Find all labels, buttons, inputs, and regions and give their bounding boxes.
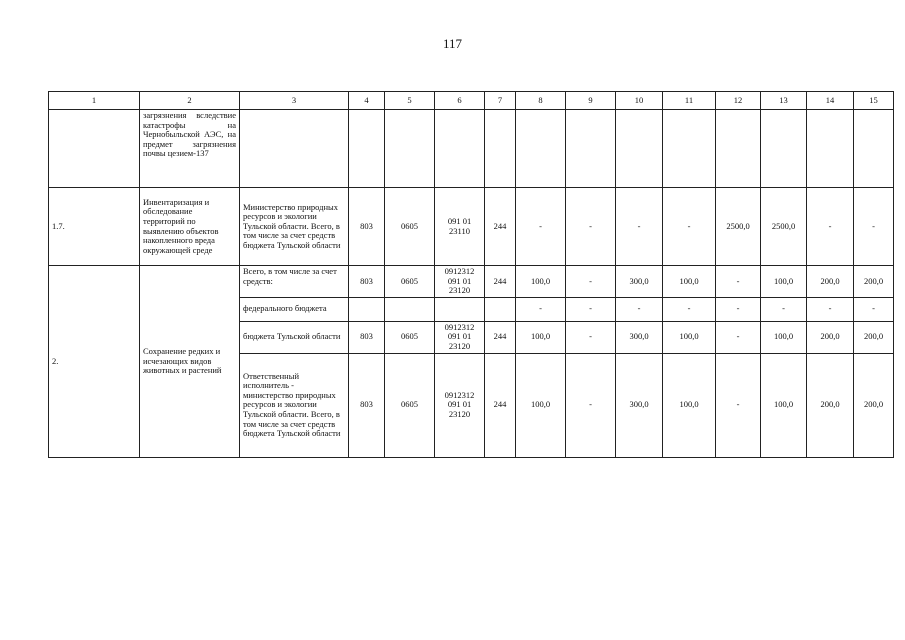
funding-source: Всего, в том числе за счет средств: (240, 266, 349, 298)
measure-name: Инвентаризация и обследование территорий по выявлению объектов накопленного вреда окружающей среде (140, 188, 240, 266)
cell-c9: - (566, 353, 616, 457)
header-cell: 2 (140, 92, 240, 110)
cell-c6 (435, 297, 485, 321)
table-row-2-total (49, 266, 894, 298)
cell-c15: - (854, 297, 894, 321)
measure-name: Сохранение редких и исчезающих видов животных и растений (140, 266, 240, 458)
header-cell: 14 (807, 92, 854, 110)
cell-c7: 244 (485, 266, 516, 298)
cell-c9: - (566, 297, 616, 321)
cell-c10: - (616, 188, 663, 266)
cell-c10: - (616, 297, 663, 321)
cell-c13: 100,0 (761, 321, 807, 353)
cell-c4: 803 (349, 353, 385, 457)
cell-c13: 100,0 (761, 266, 807, 298)
header-cell: 1 (49, 92, 140, 110)
header-cell: 11 (663, 92, 716, 110)
cell-c12: 2500,0 (716, 188, 761, 266)
cell-c15: 200,0 (854, 266, 894, 298)
cell-c11: 100,0 (663, 266, 716, 298)
cell-c8: 100,0 (516, 353, 566, 457)
cell-c8: - (516, 297, 566, 321)
header-cell: 10 (616, 92, 663, 110)
header-cell: 7 (485, 92, 516, 110)
cell-c9: - (566, 321, 616, 353)
cell-c10: 300,0 (616, 321, 663, 353)
cell-c8: 100,0 (516, 321, 566, 353)
header-cell: 8 (516, 92, 566, 110)
cell-c14: 200,0 (807, 353, 854, 457)
cell-c13: 2500,0 (761, 188, 807, 266)
cell-c5 (385, 297, 435, 321)
cell-c10: 300,0 (616, 353, 663, 457)
cell-c4: 803 (349, 188, 385, 266)
cell-c11: 100,0 (663, 353, 716, 457)
cell-c4: 803 (349, 266, 385, 298)
funding-source: Министерство природных ресурсов и экологии Тульской области. Всего, в том числе за счет средств бюджета Тульской области (240, 188, 349, 266)
table-row-continuation (49, 110, 894, 188)
cell-c5: 0605 (385, 188, 435, 266)
table-header-row (49, 92, 894, 110)
cell-c6: 0912312 091 01 23120 (435, 353, 485, 457)
cell-c12: - (716, 297, 761, 321)
cell-c9: - (566, 188, 616, 266)
cell-c14: 200,0 (807, 321, 854, 353)
cell-c15: - (854, 188, 894, 266)
cell-c12: - (716, 321, 761, 353)
budget-table (48, 91, 894, 458)
funding-source: бюджета Тульской области (240, 321, 349, 353)
cell-c8: 100,0 (516, 266, 566, 298)
cell-c5: 0605 (385, 266, 435, 298)
cell-c5: 0605 (385, 353, 435, 457)
measure-name: загрязнения вследствие катастрофы на Чернобыльской АЭС, на предмет загрязнения почвы цезием-137 (140, 110, 240, 188)
cell-c11: - (663, 188, 716, 266)
cell-c13: 100,0 (761, 353, 807, 457)
cell-c12: - (716, 266, 761, 298)
cell-c4 (349, 297, 385, 321)
cell-c7: 244 (485, 353, 516, 457)
cell-c4: 803 (349, 321, 385, 353)
cell-c7 (485, 297, 516, 321)
cell-c8: - (516, 188, 566, 266)
cell-c14: - (807, 188, 854, 266)
cell-c7: 244 (485, 321, 516, 353)
header-cell: 5 (385, 92, 435, 110)
cell-c6: 091 01 23110 (435, 188, 485, 266)
cell-c14: 200,0 (807, 266, 854, 298)
cell-c10: 300,0 (616, 266, 663, 298)
cell-c7: 244 (485, 188, 516, 266)
table-row-1-7 (49, 188, 894, 266)
header-cell: 12 (716, 92, 761, 110)
header-cell: 3 (240, 92, 349, 110)
header-cell: 9 (566, 92, 616, 110)
item-number: 2. (49, 266, 140, 458)
page-number: 117 (442, 36, 463, 51)
funding-source: федерального бюджета (240, 297, 349, 321)
cell-c15: 200,0 (854, 321, 894, 353)
cell-c15: 200,0 (854, 353, 894, 457)
cell-c5: 0605 (385, 321, 435, 353)
header-cell: 15 (854, 92, 894, 110)
cell-c14: - (807, 297, 854, 321)
header-cell: 6 (435, 92, 485, 110)
cell-c6: 0912312 091 01 23120 (435, 266, 485, 298)
cell-c12: - (716, 353, 761, 457)
cell-c13: - (761, 297, 807, 321)
header-cell: 4 (349, 92, 385, 110)
cell-c9: - (566, 266, 616, 298)
item-number: 1.7. (49, 188, 140, 266)
cell-c6: 0912312 091 01 23120 (435, 321, 485, 353)
header-cell: 13 (761, 92, 807, 110)
cell-c11: 100,0 (663, 321, 716, 353)
cell-c11: - (663, 297, 716, 321)
funding-source: Ответственный исполнитель - министерство природных ресурсов и экологии Тульской области. Всего, в том числе за счет средств бюджета Тульской области (240, 353, 349, 457)
